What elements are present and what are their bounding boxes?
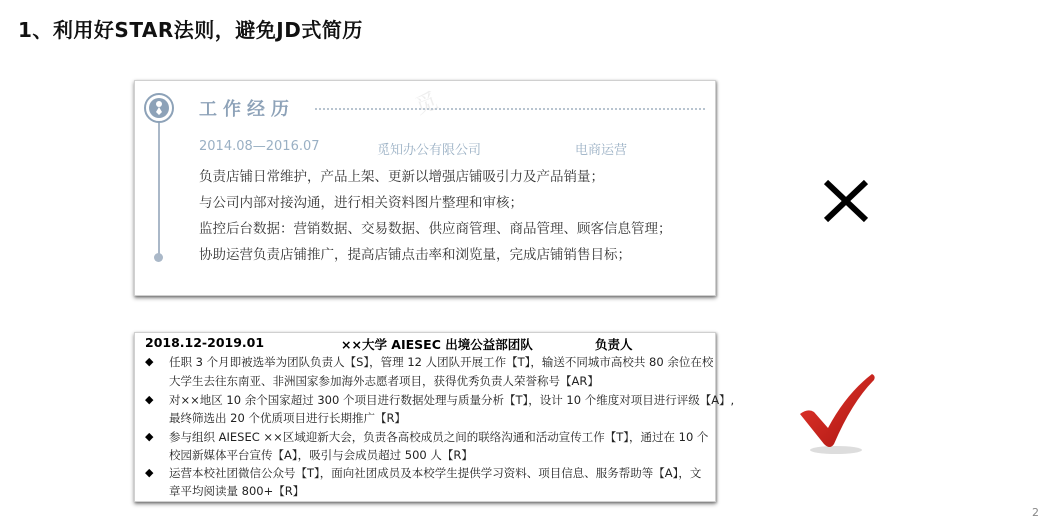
item-line: 大学生去往东南亚、非洲国家参加海外志愿者项目，获得优秀负责人荣誉称号【AR】	[169, 374, 599, 388]
item-line: 任职 3 个月即被选举为团队负责人【S】，管理 12 人团队开展工作【T】，输送不同城市高校共 80 余位在校	[169, 355, 714, 369]
good-example-card	[134, 332, 735, 502]
job-role: 电商运营	[575, 143, 628, 158]
heading-divider	[315, 108, 705, 110]
item-line: 对××地区 10 余个国家超过 300 个项目进行数据处理与质量分析【T】，设计 10 个维度对项目进行评级【A】,	[169, 393, 735, 407]
bad-example-card	[134, 80, 716, 296]
slide-title: 1、利用好STAR法则，避免JD式简历	[18, 18, 363, 42]
bullet-icon: ◆	[145, 430, 154, 443]
duty-line: 负责店铺日常维护，产品上架、更新以增强店铺吸引力及产品销量；	[199, 169, 604, 185]
page-number: 2	[1032, 506, 1039, 519]
good-period: 2018.12-2019.01	[145, 335, 265, 350]
good-role: 负责人	[595, 337, 633, 352]
duty-line: 协助运营负责店铺推广，提高店铺点击率和浏览量，完成店铺销售目标；	[199, 247, 631, 263]
item-line: 最终筛选出 20 个优质项目进行长期推广【R】	[169, 411, 406, 425]
bullet-icon: ◆	[145, 355, 154, 368]
job-period: 2014.08—2016.07	[199, 139, 320, 154]
duty-line: 与公司内部对接沟通，进行相关资料图片整理和审核；	[199, 195, 523, 211]
timeline-line	[158, 119, 160, 259]
tie-icon	[144, 93, 174, 123]
timeline-dot	[154, 253, 163, 262]
item-line: 校园新媒体平台宣传【A】，吸引与会成员超过 500 人【R】	[169, 448, 473, 462]
duty-line: 监控后台数据：营销数据、交易数据、供应商管理、商品管理、顾客信息管理；	[199, 221, 672, 237]
company-name: 觅知办公有限公司	[377, 143, 482, 158]
bullet-icon: ◆	[145, 393, 154, 406]
watermark: 觅	[412, 88, 442, 120]
item-line: 运营本校社团微信公众号【T】，面向社团成员及本校学生提供学习资料、项目信息、服务帮助等【A】，文	[169, 466, 702, 480]
good-organization: ××大学 AIESEC 出境公益部团队	[341, 337, 533, 352]
cross-icon	[820, 176, 872, 226]
check-icon	[798, 370, 878, 456]
item-line: 章平均阅读量 800+【R】	[169, 484, 305, 498]
item-line: 参与组织 AIESEC ××区域迎新大会，负责各高校成员之间的联络沟通和活动宣传工作【T】，通过在 10 个	[169, 430, 709, 444]
bullet-icon: ◆	[145, 466, 154, 479]
section-heading: 工作经历	[199, 99, 295, 120]
